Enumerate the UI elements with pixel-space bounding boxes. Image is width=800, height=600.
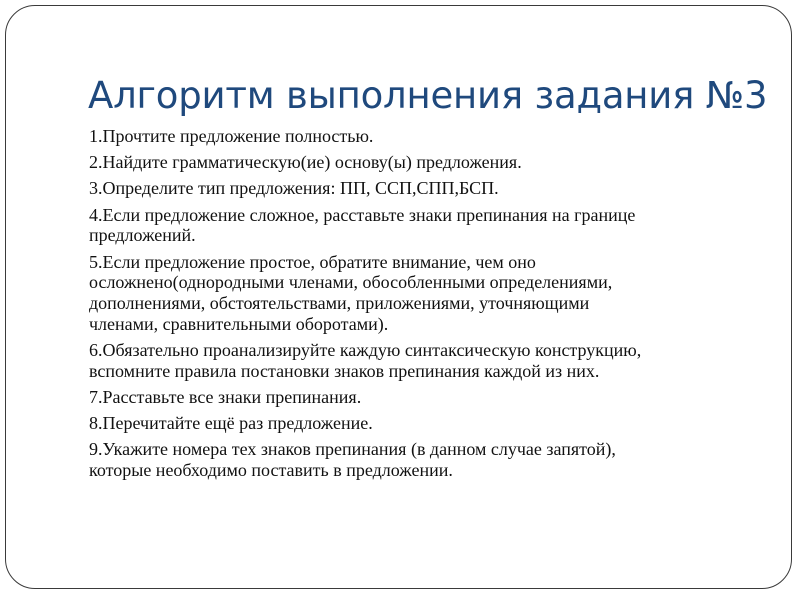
step-1: [89, 126, 749, 147]
step-8: [89, 413, 749, 434]
slide-title: Алгоритм выполнения задания №3: [88, 74, 768, 117]
step-text: которые необходимо поставить в предложении.: [89, 459, 453, 480]
step-text: 4.Если предложение сложное, расставьте знаки препинания на границе: [89, 204, 636, 225]
step-text: членами, сравнительными оборотами).: [89, 313, 389, 334]
step-text: 3.Определите тип предложения: ПП, ССП,СПП,БСП.: [89, 178, 499, 199]
step-9: [89, 439, 749, 480]
step-text: осложнено(однородными членами, обособленными определениями,: [89, 272, 613, 293]
algorithm-steps-list: [89, 126, 749, 486]
step-7: [89, 387, 749, 408]
step-text: 2.Найдите грамматическую(ие) основу(ы) предложения.: [89, 152, 522, 173]
step-text: вспомните правила постановки знаков препинания каждой из них.: [89, 360, 600, 381]
step-3: [89, 178, 749, 199]
step-text: дополнениями, обстоятельствами, приложениями, уточняющими: [89, 292, 590, 313]
step-text: 9.Укажите номера тех знаков препинания (в данном случае запятой),: [89, 439, 616, 460]
step-text: 8.Перечитайте ещё раз предложение.: [89, 412, 373, 433]
step-2: [89, 152, 749, 173]
step-text: 1.Прочтите предложение полностью.: [89, 126, 374, 146]
step-text: 7.Расставьте все знаки препинания.: [89, 386, 362, 407]
step-4: [89, 205, 749, 246]
step-text: предложений.: [89, 225, 196, 246]
step-5: [89, 252, 749, 335]
step-text: 5.Если предложение простое, обратите внимание, чем оно: [89, 251, 536, 272]
step-text: 6.Обязательно проанализируйте каждую синтаксическую конструкцию,: [89, 339, 642, 360]
step-6: [89, 340, 749, 381]
